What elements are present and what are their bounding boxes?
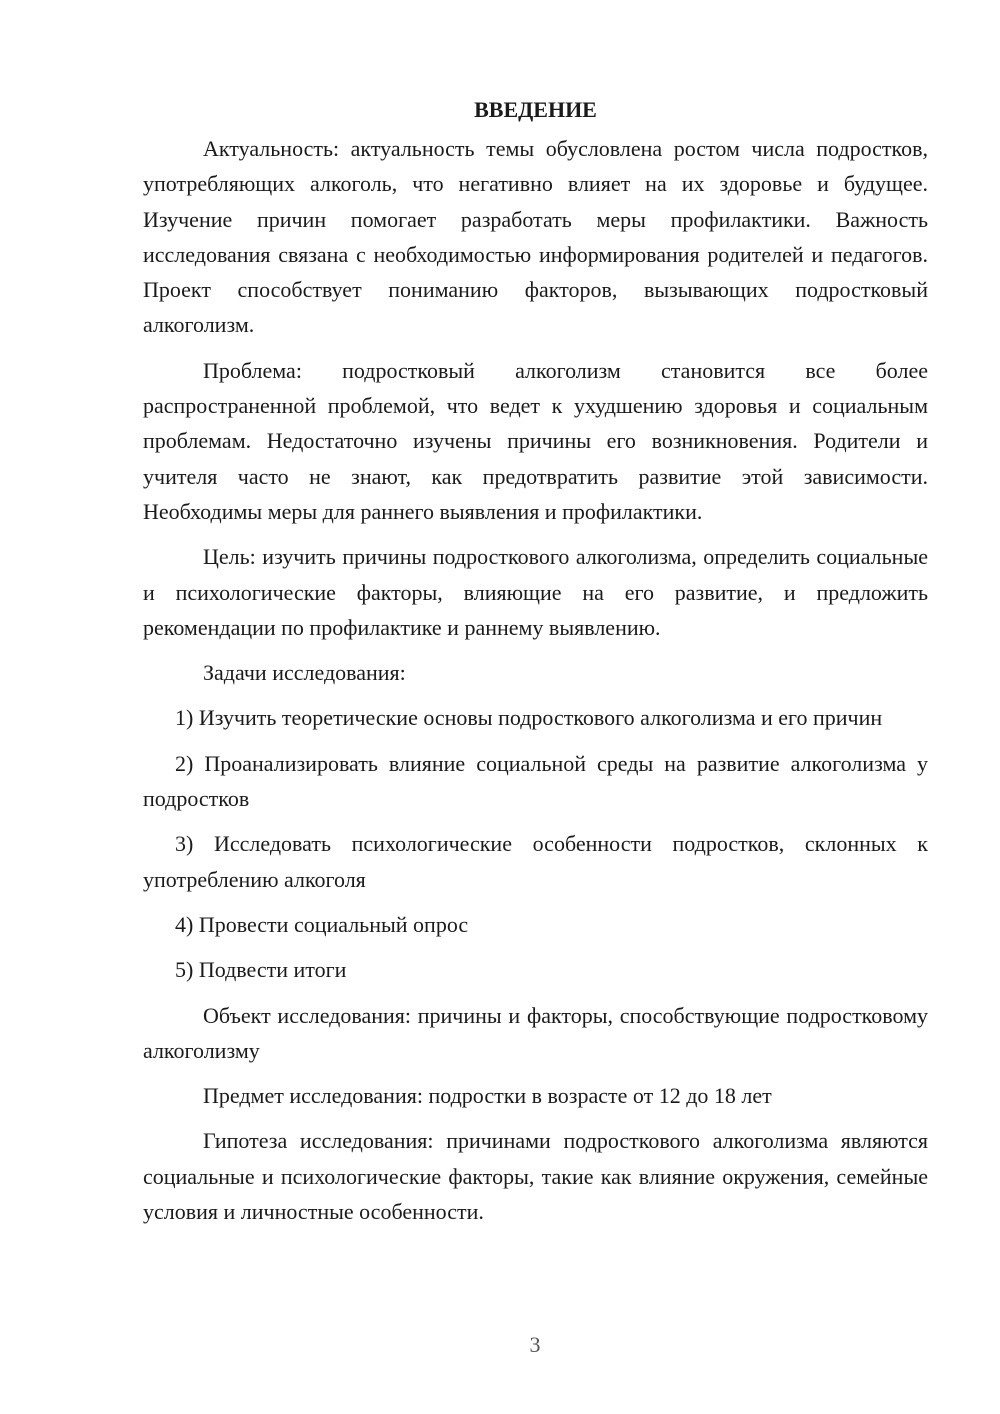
list-item: 4) Провести социальный опрос: [175, 911, 469, 937]
object-paragraph: Объект исследования: причины и факторы, способствующие подростковому алкоголизму: [143, 1002, 928, 1063]
problem-paragraph: Проблема: подростковый алкоголизм становится все более распространенной проблемой, что ведет к ухудшению здоровья и социальным проблемам. Недостаточно изучены причины его возникновения. Родители и учителя часто не знают, как предотвратить развитие этой зависимости. Необходимы меры для раннего выявления и профилактики.: [143, 357, 928, 524]
tasks-list: [143, 700, 928, 987]
list-item: 5) Подвести итоги: [175, 957, 347, 983]
subject-paragraph: Предмет исследования: подростки в возрасте от 12 до 18 лет: [203, 1083, 772, 1109]
list-item: 2) Проанализировать влияние социальной среды на развитие алкоголизма у подростков: [143, 750, 928, 812]
page-number: 3: [529, 1332, 541, 1357]
document-page: [143, 92, 928, 1239]
section-title: ВВЕДЕНИЕ: [474, 97, 597, 122]
hypothesis-paragraph: Гипотеза исследования: причинами подросткового алкоголизма являются социальные и психологические факторы, такие как влияние окружения, семейные условия и личностные особенности.: [143, 1128, 928, 1225]
relevance-paragraph: Актуальность: актуальность темы обусловлена ростом числа подростков, употребляющих алкоголь, что негативно влияет на их здоровье и будущее. Изучение причин помогает разработать меры профилактики. Важность исследования связана с необходимостью информирования родителей и педагогов. Проект способствует пониманию факторов, вызывающих подростковый алкоголизм.: [143, 136, 928, 338]
goal-paragraph: Цель: изучить причины подросткового алкоголизма, определить социальные и психологические факторы, влияющие на его развитие, и предложить рекомендации по профилактике и раннему выявлению.: [143, 544, 928, 640]
list-item: 3) Исследовать психологические особенности подростков, склонных к употреблению алкоголя: [143, 831, 928, 892]
tasks-heading: Задачи исследования:: [203, 660, 406, 686]
list-item: 1) Изучить теоретические основы подросткового алкоголизма и его причин: [175, 705, 883, 731]
